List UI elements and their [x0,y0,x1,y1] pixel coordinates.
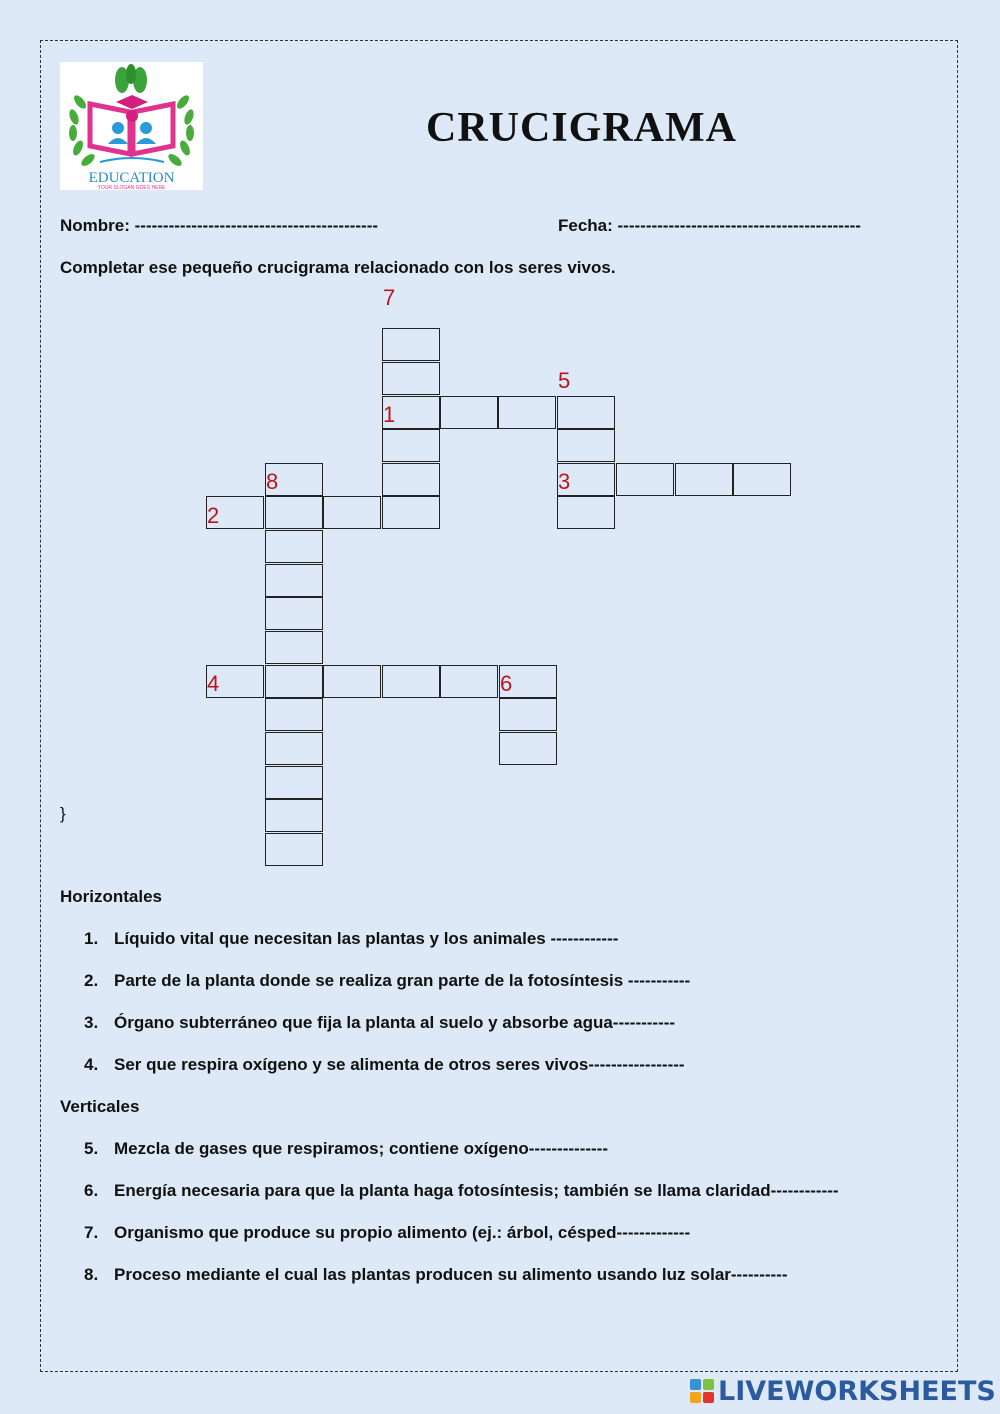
crossword-cell[interactable] [265,833,323,866]
crossword-cell[interactable] [265,799,323,832]
crossword-cell[interactable] [323,665,381,698]
crossword-cell[interactable] [265,631,323,664]
clue-item: 4. Ser que respira oxígeno y se alimenta de otros seres vivos----------------- [84,1055,685,1074]
logo-graphic [60,62,203,190]
education-logo [60,62,203,190]
clue-item: 1. Líquido vital que necesitan las plantas y los animales ------------ [84,929,619,948]
crossword-cell[interactable] [265,732,323,765]
clue-number-4: 4 [207,671,220,696]
liveworksheets-icon [690,1379,714,1403]
crossword-cell[interactable] [675,463,733,496]
crossword-cell[interactable] [265,766,323,799]
clue-number-6: 6 [500,671,513,696]
crossword-cell[interactable] [557,496,615,529]
crossword-cell[interactable] [382,463,440,496]
instructions: Completar ese pequeño crucigrama relacionado con los seres vivos. [60,258,616,277]
crossword-cell[interactable] [616,463,674,496]
crossword-cell[interactable] [382,496,440,529]
crossword-cell[interactable] [557,429,615,462]
crossword-cell[interactable] [265,665,323,698]
crossword-cell[interactable] [265,496,323,529]
crossword-cell[interactable] [733,463,791,496]
stray-brace: } [60,804,66,823]
clue-item: 6. Energía necesaria para que la planta haga fotosíntesis; también se llama claridad------------ [84,1181,839,1200]
clue-item: 8. Proceso mediante el cual las plantas producen su alimento usando luz solar---------- [84,1265,788,1284]
crossword-cell[interactable] [499,698,557,731]
crossword-cell[interactable] [557,396,615,429]
clue-number-1: 1 [383,402,396,427]
clue-number-3: 3 [558,469,571,494]
clue-number-8: 8 [266,469,279,494]
crossword-cell[interactable] [265,597,323,630]
clue-item: 5. Mezcla de gases que respiramos; contiene oxígeno-------------- [84,1139,608,1158]
clue-item: 2. Parte de la planta donde se realiza gran parte de la fotosíntesis ----------- [84,971,691,990]
crossword-cell[interactable] [265,530,323,563]
clue-number-2: 2 [207,503,220,528]
date-field[interactable]: Fecha: ------------------------------------------- [558,216,861,235]
horizontal-heading: Horizontales [60,887,163,906]
clue-number-7: 7 [383,285,396,310]
crossword-cell[interactable] [498,396,556,429]
clue-number-5: 5 [558,368,571,393]
crossword-cell[interactable] [440,396,498,429]
crossword-cell[interactable] [499,732,557,765]
crossword-cell[interactable] [382,362,440,395]
clue-item: 7. Organismo que produce su propio alimento (ej.: árbol, césped------------- [84,1223,691,1242]
crossword-cell[interactable] [382,328,440,361]
crossword-cell[interactable] [382,429,440,462]
crossword-cell[interactable] [265,698,323,731]
clue-item: 3. Órgano subterráneo que fija la planta al suelo y absorbe agua----------- [84,1013,676,1032]
svg-text:EDUCATION: EDUCATION [88,170,175,186]
crossword-cell[interactable] [323,496,381,529]
svg-text:YOUR SLOGAN GOES HERE: YOUR SLOGAN GOES HERE [97,185,166,190]
liveworksheets-logo [690,1374,996,1408]
crossword-cell[interactable] [440,665,498,698]
vertical-heading: Verticales [60,1097,140,1116]
name-field[interactable]: Nombre: ------------------------------------------- [60,216,379,235]
liveworksheets-wordmark: LIVEWORKSHEETS [718,1375,996,1407]
crossword-cell[interactable] [265,564,323,597]
crossword-cell[interactable] [382,665,440,698]
page-title: CRUCIGRAMA [426,105,737,151]
